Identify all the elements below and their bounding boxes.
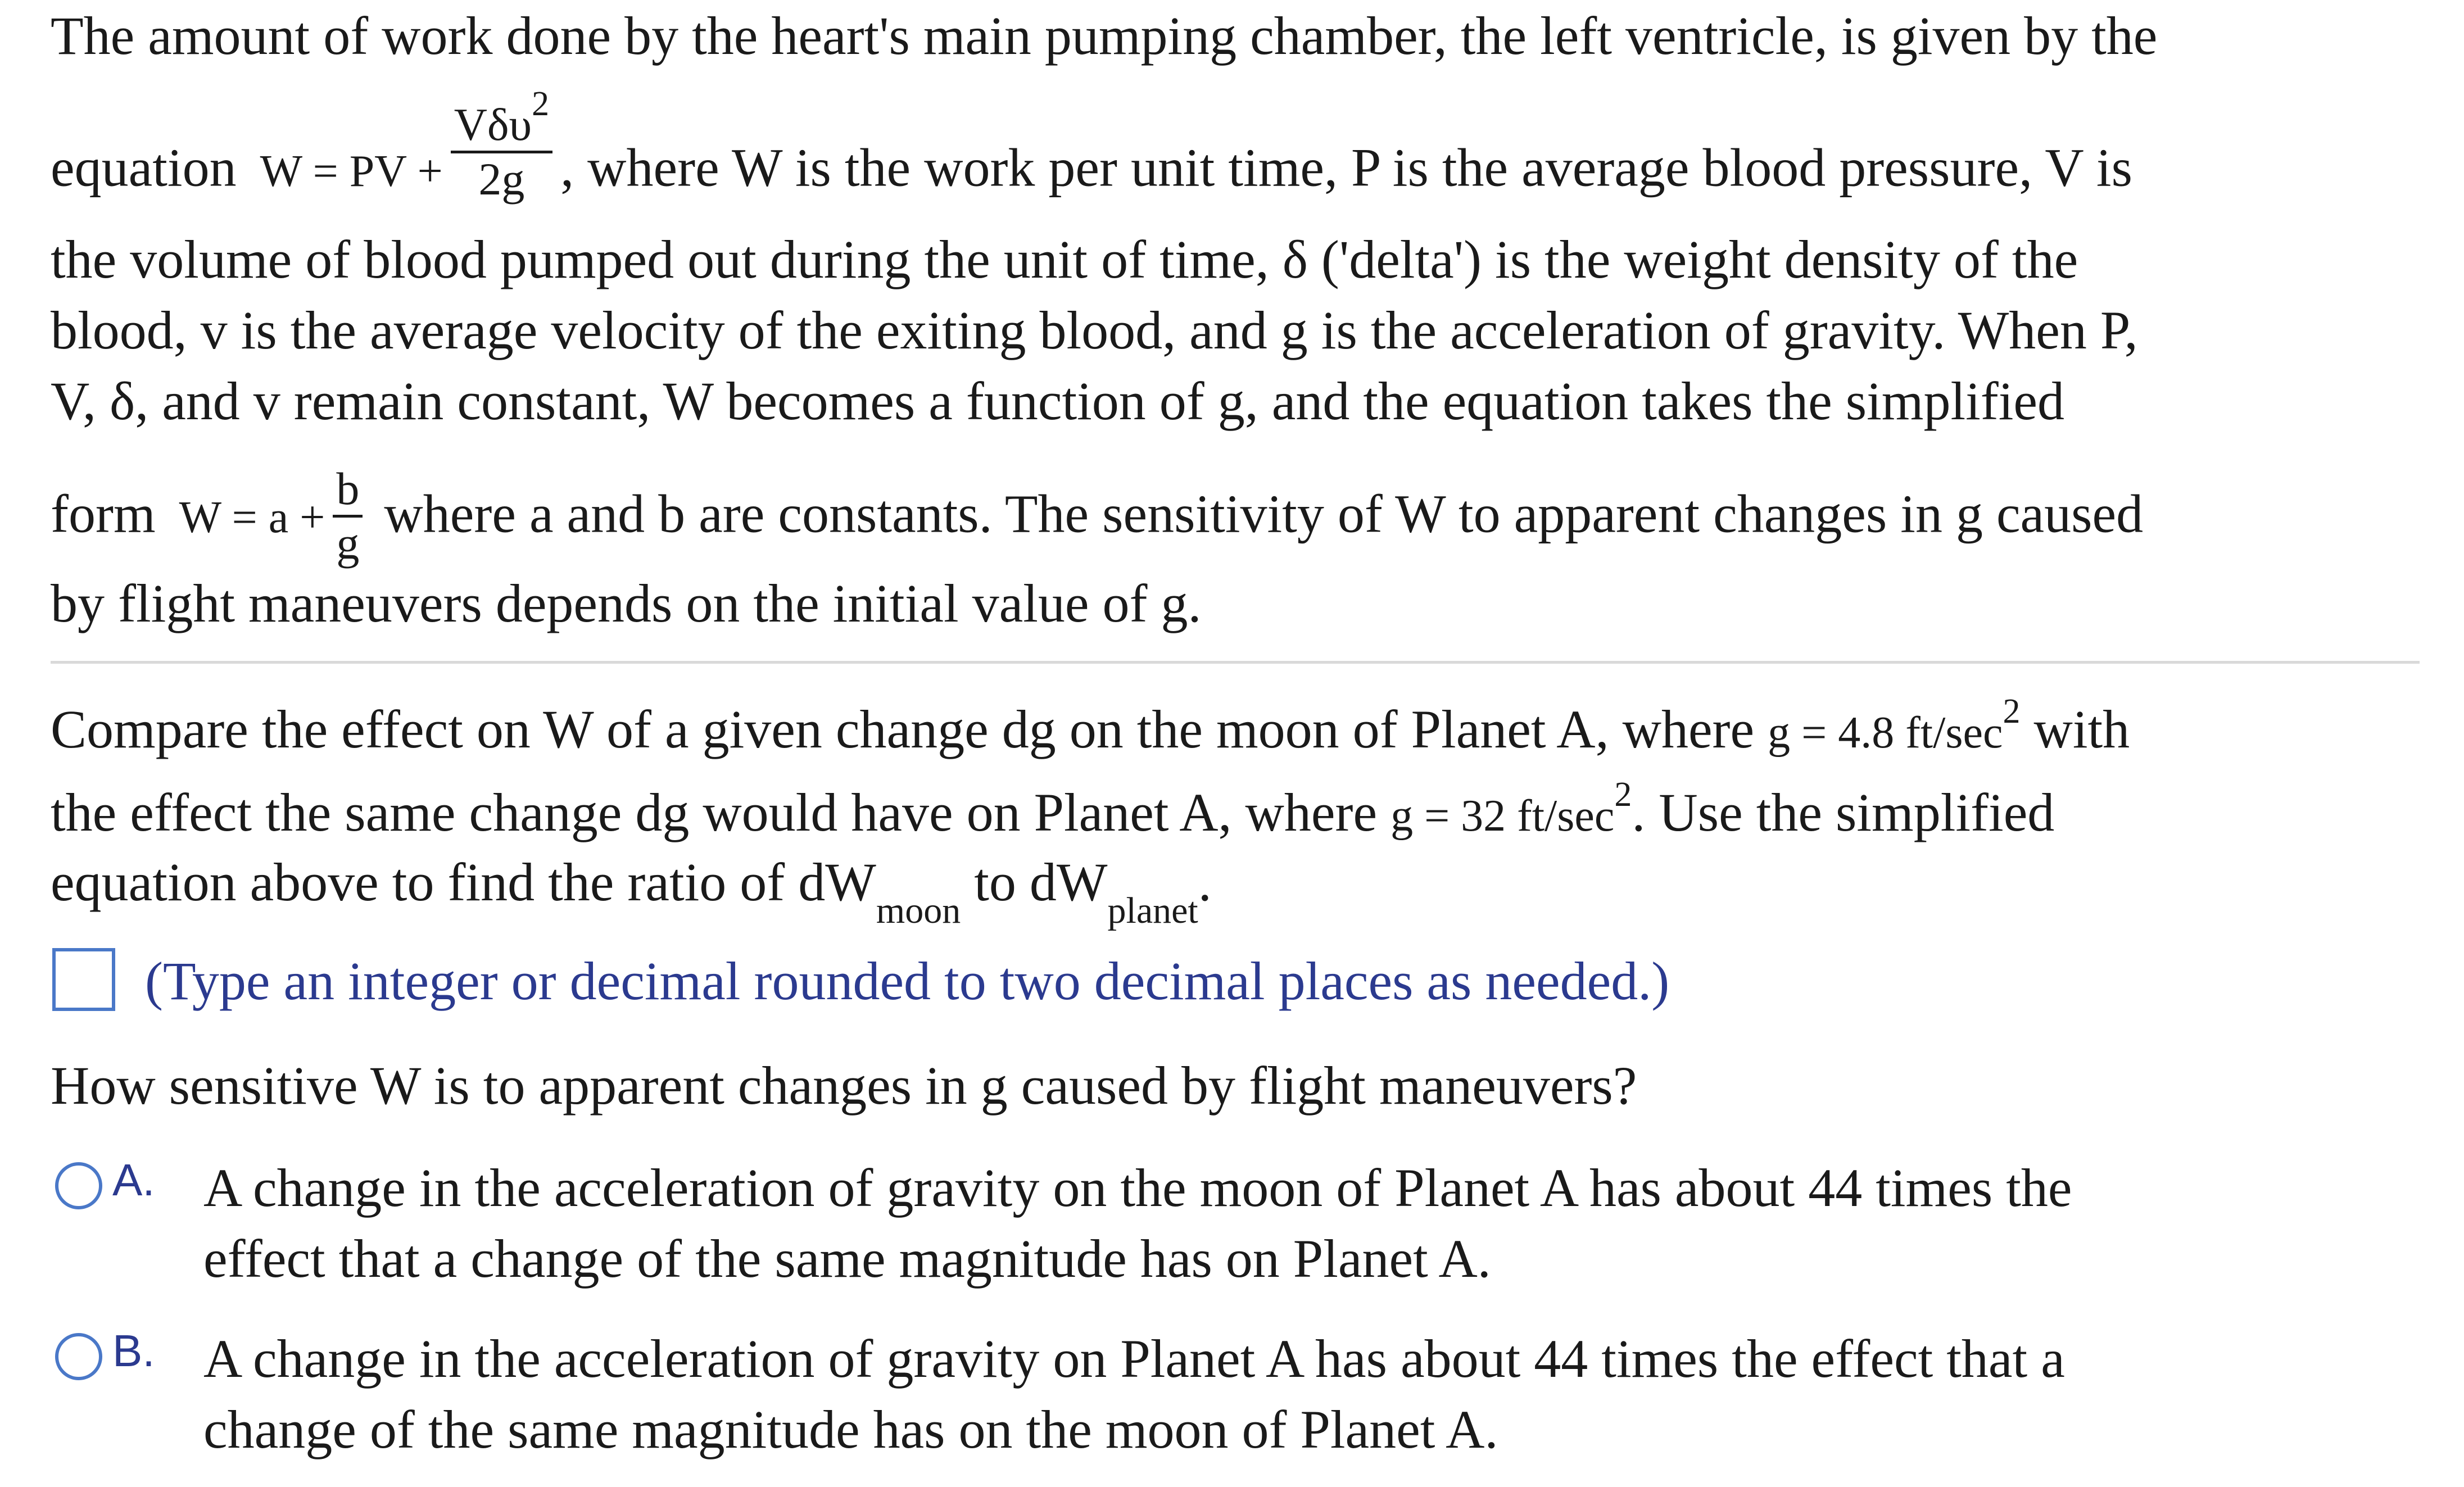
sensitivity-prompt: How sensitive W is to apparent changes in g caused by flight maneuvers?: [51, 1055, 1637, 1116]
intro-line-5: V, δ, and v remain constant, W becomes a function of g, and the equation takes the simplified: [51, 371, 2065, 431]
moon-subscript: moon: [876, 890, 961, 931]
option-a-radio[interactable]: [55, 1162, 102, 1209]
intro-line-1: The amount of work done by the heart's main pumping chamber, the left ventricle, is given by the: [51, 6, 2158, 66]
ratio-answer-input[interactable]: [52, 948, 115, 1011]
option-a-letter: A.: [112, 1155, 155, 1205]
intro-line-4: blood, v is the average velocity of the exiting blood, and g is the acceleration of gravity. When P,: [51, 300, 2138, 360]
intro-line-3: the volume of blood pumped out during the unit of time, δ ('delta') is the weight density of the: [51, 229, 2078, 289]
fraction-numerator: Vδυ$^2$: [454, 85, 550, 150]
simplified-equation-left: W = a +: [179, 492, 325, 542]
intro-line-7: by flight maneuvers depends on the initial value of g.: [51, 573, 1202, 633]
intro-line-2-rest: , where W is the work per unit time, P is the average blood pressure, V is: [560, 137, 2132, 198]
intro-form-prefix: form: [51, 483, 156, 544]
moon-gravity-value: g = 4.8 $ft/\sec^2$: [1768, 692, 2021, 758]
option-b-text-line-2: change of the same magnitude has on the moon of Planet A.: [203, 1399, 1498, 1459]
section-divider: [51, 661, 2420, 664]
question-line-2: the effect the same change dg would have on Planet A, where g = 32 $ft/\sec^2$. Use the simplified: [51, 776, 2055, 842]
fraction-denominator: 2g: [478, 153, 525, 205]
intro-line-6: [51, 463, 2144, 569]
planet-gravity-value: g = 32 $ft/\sec^2$: [1390, 776, 1632, 841]
question-line-3: equation above to find the ratio of $dW_{moon}$ to $dW_{planet}$.: [51, 852, 1212, 931]
option-b-radio[interactable]: [55, 1333, 102, 1380]
fraction-denominator: g: [336, 518, 360, 569]
work-equation-left: W = PV +: [260, 146, 443, 196]
option-b[interactable]: [0, 1312, 2417, 1458]
fraction-numerator: b: [336, 463, 360, 514]
option-b-letter: B.: [112, 1326, 155, 1376]
option-a-text-line-1: A change in the acceleration of gravity on the moon of Planet A has about 44 times the: [203, 1158, 2072, 1218]
intro-line-6-rest: where a and b are constants. The sensitivity of W to apparent changes in g caused: [384, 483, 2144, 544]
option-b-text-line-1: A change in the acceleration of gravity on Planet A has about 44 times the effect that a: [203, 1329, 2065, 1389]
simplified-equation-fraction: [333, 463, 363, 569]
answer-format-hint: (Type an integer or decimal rounded to two decimal places as needed.): [145, 951, 1670, 1011]
intro-line-2: [51, 85, 2132, 210]
work-equation-fraction: [451, 85, 552, 205]
question-line-1: Compare the effect on W of a given change dg on the moon of Planet A, where g = 4.8 $ft/\sec^2$ with: [51, 692, 2130, 759]
intro-equation-prefix: equation: [51, 137, 237, 198]
option-a[interactable]: [0, 1141, 2417, 1287]
option-a-text-line-2: effect that a change of the same magnitude has on Planet A.: [203, 1228, 1491, 1289]
planet-subscript: planet: [1107, 890, 1198, 931]
